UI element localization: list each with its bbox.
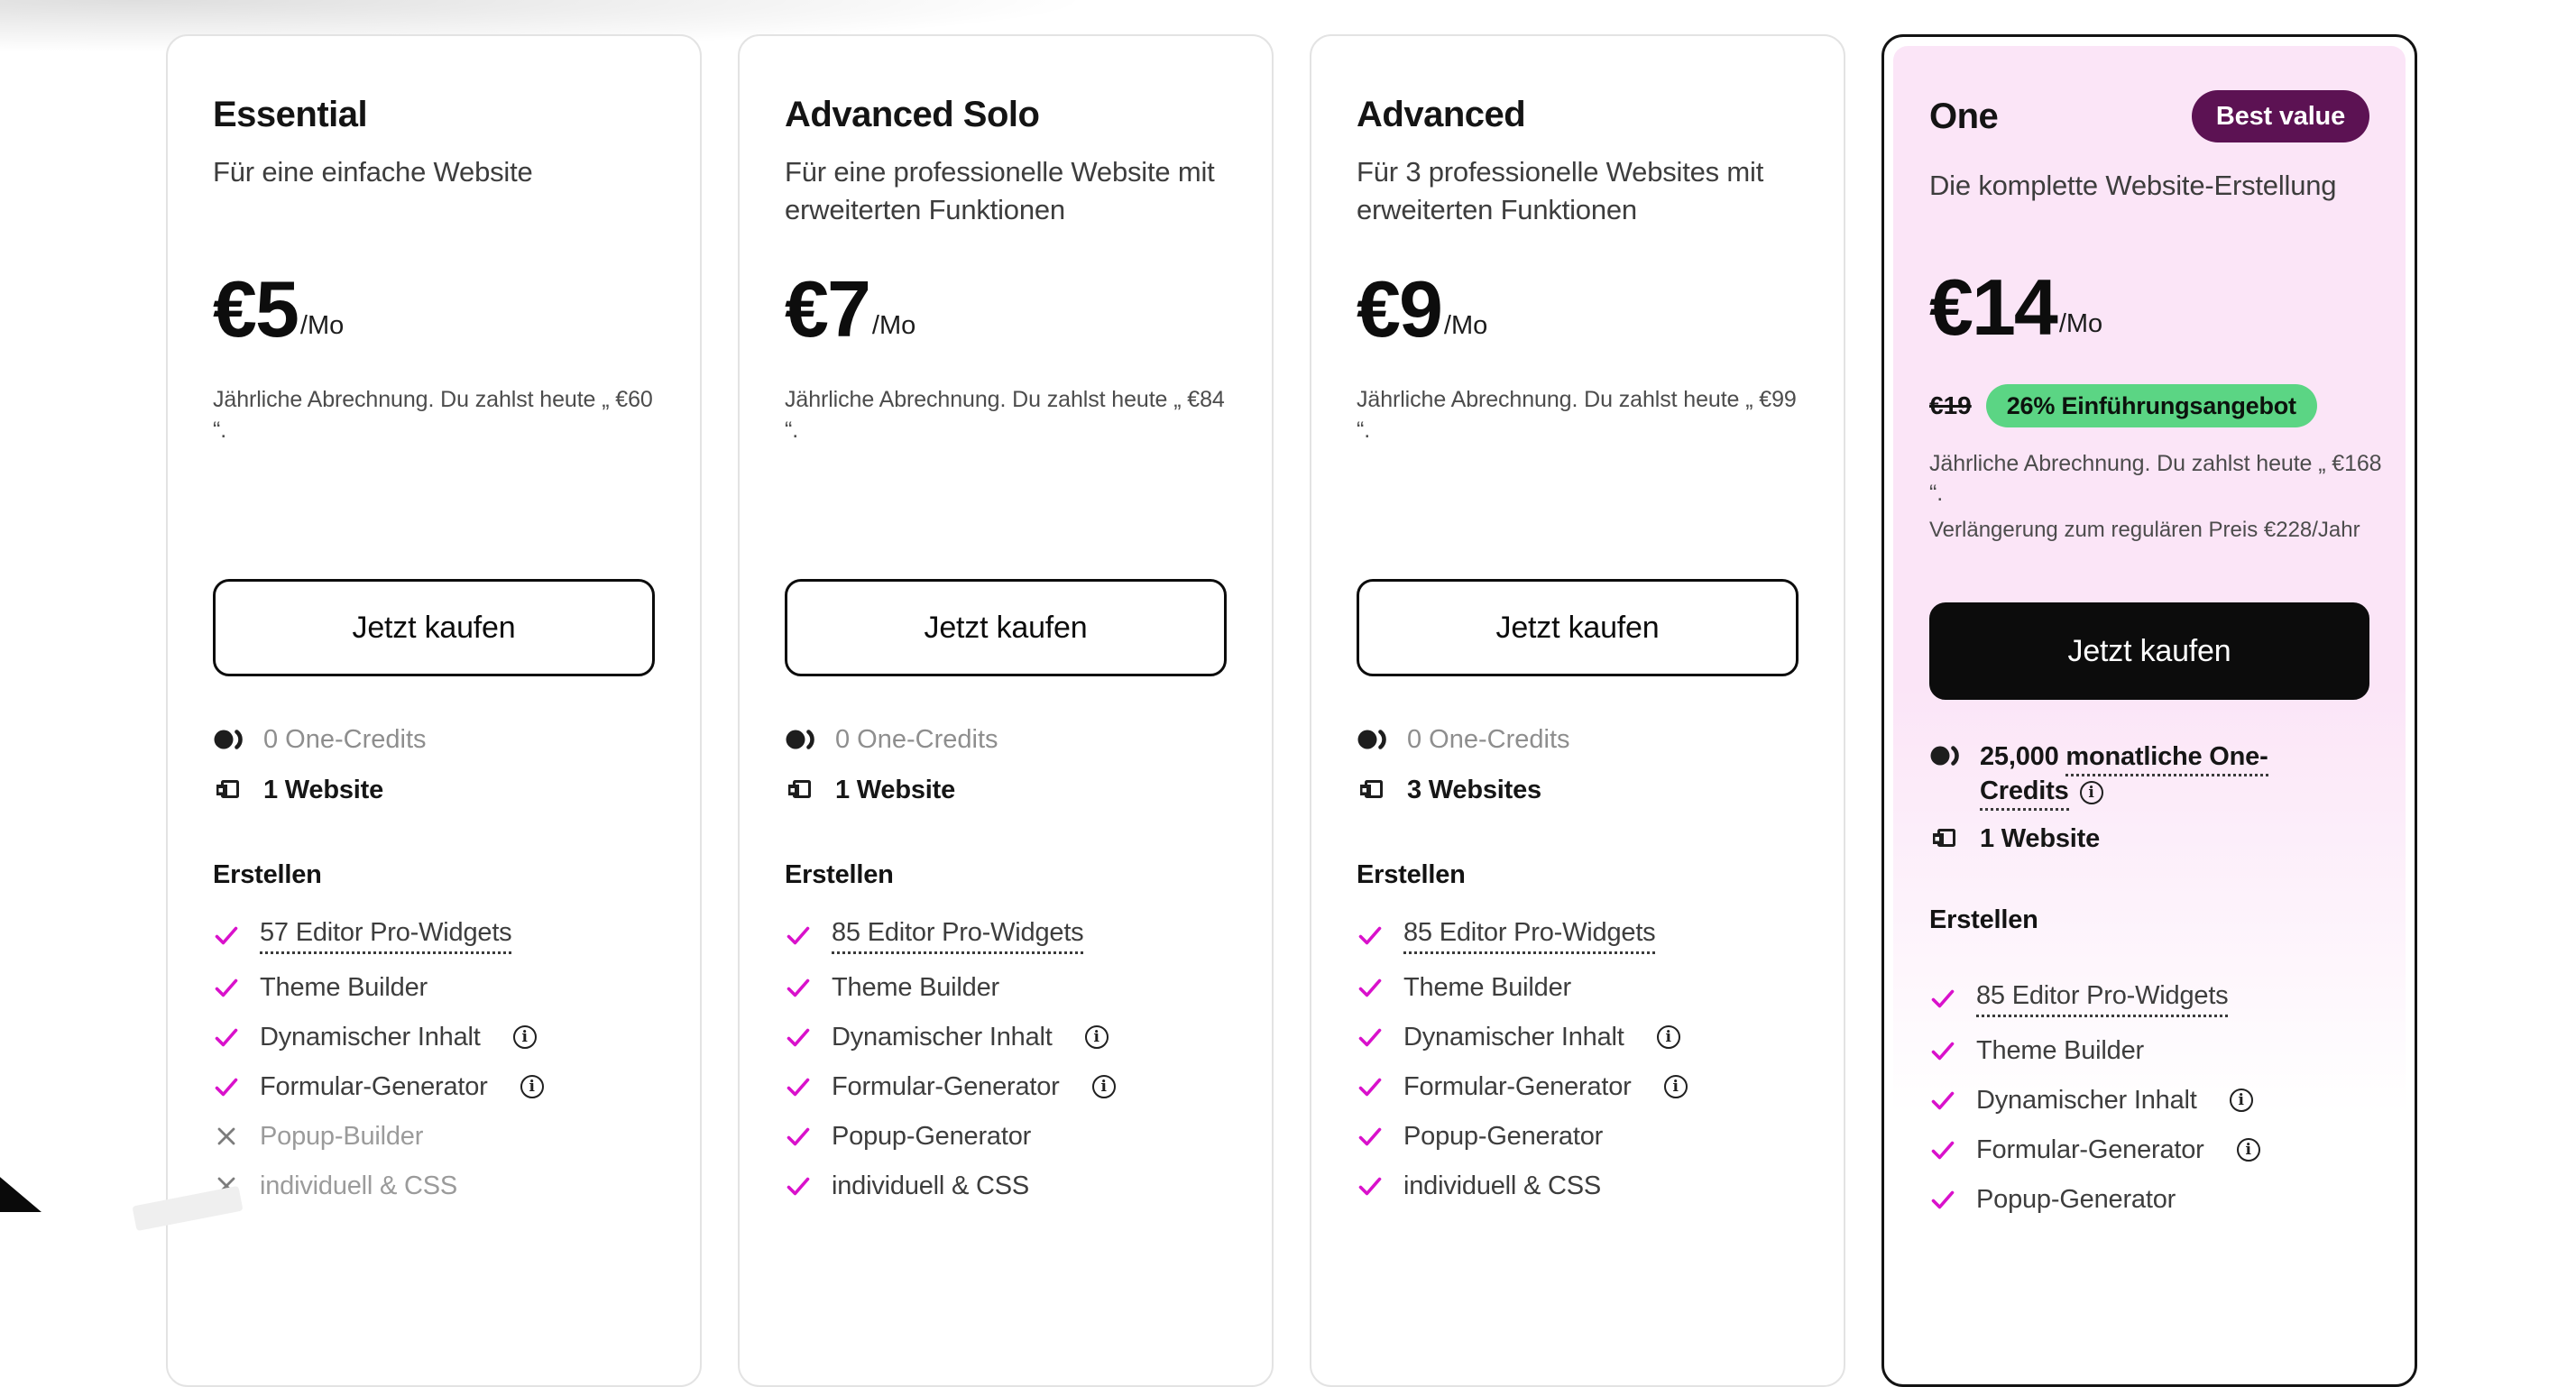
check-icon xyxy=(1929,1037,1956,1064)
check-icon xyxy=(785,974,812,1001)
credits-row: 0 One-Credits xyxy=(785,723,1227,756)
plan-quota xyxy=(1357,723,1799,806)
check-icon xyxy=(1357,922,1384,949)
feature-link[interactable]: 85 Editor Pro-Widgets xyxy=(1403,916,1655,954)
info-icon[interactable]: i xyxy=(2080,781,2103,804)
credits-label: 25,000 monatliche One- Credits i xyxy=(1980,739,2268,808)
info-icon[interactable]: i xyxy=(1664,1075,1688,1098)
one-credits-icon xyxy=(1929,739,1960,772)
check-icon xyxy=(1357,1123,1384,1150)
check-icon xyxy=(785,1073,812,1100)
pricing-cards xyxy=(166,34,2417,1387)
plan-card-advanced xyxy=(1310,34,1845,1387)
feature-list xyxy=(785,916,1227,1202)
feature-item: Formular-Generator i xyxy=(1929,1134,2369,1166)
check-icon xyxy=(785,1172,812,1199)
feature-item: Theme Builder xyxy=(785,971,1227,1004)
feature-list xyxy=(1357,916,1799,1202)
highlight-panel xyxy=(1893,46,2406,1381)
plan-quota xyxy=(1929,739,2369,855)
website-icon xyxy=(213,774,244,806)
feature-item: Formular-Generator i xyxy=(785,1070,1227,1103)
plan-card-essential xyxy=(166,34,702,1387)
plan-card-one xyxy=(1881,34,2417,1387)
feature-item: Theme Builder xyxy=(213,971,655,1004)
feature-item: Formular-Generator i xyxy=(213,1070,655,1103)
feature-link[interactable]: 57 Editor Pro-Widgets xyxy=(260,916,511,954)
billing-note: Jährliche Abrechnung. Du zahlst heute „ €99 “. xyxy=(1357,387,1797,443)
price-row xyxy=(1357,264,1799,354)
check-icon xyxy=(1357,1073,1384,1100)
check-icon xyxy=(213,922,240,949)
feature-item-excluded: Popup-Builder xyxy=(213,1120,655,1153)
mouse-cursor xyxy=(0,1165,41,1212)
one-credits-icon xyxy=(1357,723,1387,756)
feature-list xyxy=(1929,979,2369,1216)
renewal-note: Verlängerung zum regulären Preis €228/Jahr xyxy=(1929,518,2360,542)
check-icon xyxy=(1357,1172,1384,1199)
section-heading: Erstellen xyxy=(785,860,894,889)
price: €14 xyxy=(1929,262,2056,352)
section-heading: Erstellen xyxy=(1357,860,1466,889)
websites-row: 3 Websites xyxy=(1357,774,1799,806)
feature-item: Popup-Generator xyxy=(1357,1120,1799,1153)
feature-link[interactable]: 85 Editor Pro-Widgets xyxy=(832,916,1083,954)
feature-item xyxy=(1929,979,2369,1017)
info-icon[interactable]: i xyxy=(513,1025,537,1049)
one-credits-icon xyxy=(785,723,815,756)
feature-item: Dynamischer Inhalt i xyxy=(213,1021,655,1053)
check-icon xyxy=(213,974,240,1001)
billing-note: Jährliche Abrechnung. Du zahlst heute „ €168 “. xyxy=(1929,451,2382,506)
plan-name: One xyxy=(1929,96,1999,136)
credits-link[interactable]: monatliche One- xyxy=(2065,742,2268,776)
feature-item xyxy=(213,916,655,954)
feature-item: Theme Builder xyxy=(1929,1034,2369,1067)
plan-name: Advanced Solo xyxy=(785,95,1040,134)
credits-row: 0 One-Credits xyxy=(213,723,655,756)
info-icon[interactable]: i xyxy=(1657,1025,1680,1049)
info-icon[interactable]: i xyxy=(520,1075,544,1098)
check-icon xyxy=(213,1073,240,1100)
buy-now-button[interactable]: Jetzt kaufen xyxy=(213,579,655,676)
check-icon xyxy=(785,1123,812,1150)
promo-row xyxy=(1929,384,2369,427)
price: €7 xyxy=(785,264,869,354)
price: €5 xyxy=(213,264,298,354)
websites-row: 1 Website xyxy=(785,774,1227,806)
feature-item-excluded: individuell & CSS xyxy=(213,1170,655,1202)
check-icon xyxy=(1357,974,1384,1001)
feature-item: Dynamischer Inhalt i xyxy=(785,1021,1227,1053)
websites-row: 1 Website xyxy=(1929,822,2369,855)
credits-row xyxy=(1929,739,2369,808)
price-row xyxy=(213,264,655,354)
website-icon xyxy=(1929,822,1960,855)
section-heading: Erstellen xyxy=(1929,905,2038,934)
feature-item: Popup-Generator xyxy=(785,1120,1227,1153)
feature-item: individuell & CSS xyxy=(785,1170,1227,1202)
buy-now-button[interactable]: Jetzt kaufen xyxy=(1357,579,1799,676)
plan-card-advanced-solo xyxy=(738,34,1274,1387)
plan-quota xyxy=(785,723,1227,806)
plan-description: Für eine professionelle Website mit erweiterten Funktionen xyxy=(785,156,1215,225)
billing-note: Jährliche Abrechnung. Du zahlst heute „ €60 “. xyxy=(213,387,653,443)
info-icon[interactable]: i xyxy=(2237,1138,2260,1162)
feature-item: Dynamischer Inhalt i xyxy=(1357,1021,1799,1053)
check-icon xyxy=(785,1024,812,1051)
price-period: /Mo xyxy=(871,311,916,340)
feature-link[interactable]: 85 Editor Pro-Widgets xyxy=(1976,979,2228,1017)
check-icon xyxy=(1929,985,1956,1012)
websites-row: 1 Website xyxy=(213,774,655,806)
website-icon xyxy=(785,774,815,806)
price-row xyxy=(1929,262,2369,352)
plan-quota xyxy=(213,723,655,806)
section-heading: Erstellen xyxy=(213,860,322,889)
feature-item xyxy=(785,916,1227,954)
feature-item xyxy=(1357,916,1799,954)
price-period: /Mo xyxy=(2058,309,2103,338)
info-icon[interactable]: i xyxy=(1092,1075,1116,1098)
feature-item: Theme Builder xyxy=(1357,971,1799,1004)
check-icon xyxy=(1357,1024,1384,1051)
best-value-badge: Best value xyxy=(2192,90,2369,142)
price-period: /Mo xyxy=(299,311,345,340)
feature-item: Popup-Generator xyxy=(1929,1183,2369,1216)
one-credits-icon xyxy=(213,723,244,756)
check-icon xyxy=(1929,1087,1956,1114)
old-price: €19 xyxy=(1929,391,1972,419)
info-icon[interactable]: i xyxy=(1085,1025,1109,1049)
check-icon xyxy=(213,1024,240,1051)
promo-badge: 26% Einführungsangebot xyxy=(1986,384,2317,427)
feature-item: Dynamischer Inhalt i xyxy=(1929,1084,2369,1116)
price-period: /Mo xyxy=(1443,311,1488,340)
price: €9 xyxy=(1357,264,1441,354)
check-icon xyxy=(1929,1136,1956,1163)
check-icon xyxy=(1929,1186,1956,1213)
feature-list xyxy=(213,916,655,1202)
check-icon xyxy=(785,922,812,949)
x-icon xyxy=(213,1123,240,1150)
title-row xyxy=(1929,89,2369,143)
feature-item: Formular-Generator i xyxy=(1357,1070,1799,1103)
plan-name: Advanced xyxy=(1357,95,1526,134)
website-icon xyxy=(1357,774,1387,806)
plan-description: Für 3 professionelle Websites mit erweiterten Funktionen xyxy=(1357,156,1764,225)
plan-description: Für eine einfache Website xyxy=(213,156,533,188)
credits-row: 0 One-Credits xyxy=(1357,723,1799,756)
credits-link[interactable]: Credits xyxy=(1980,776,2069,811)
buy-now-button[interactable]: Jetzt kaufen xyxy=(785,579,1227,676)
feature-item: individuell & CSS xyxy=(1357,1170,1799,1202)
info-icon[interactable]: i xyxy=(2230,1088,2253,1112)
plan-name: Essential xyxy=(213,95,368,134)
plan-description: Die komplette Website-Erstellung xyxy=(1929,170,2337,201)
price-row xyxy=(785,264,1227,354)
buy-now-button[interactable]: Jetzt kaufen xyxy=(1929,602,2369,700)
billing-note: Jährliche Abrechnung. Du zahlst heute „ €84 “. xyxy=(785,387,1225,443)
